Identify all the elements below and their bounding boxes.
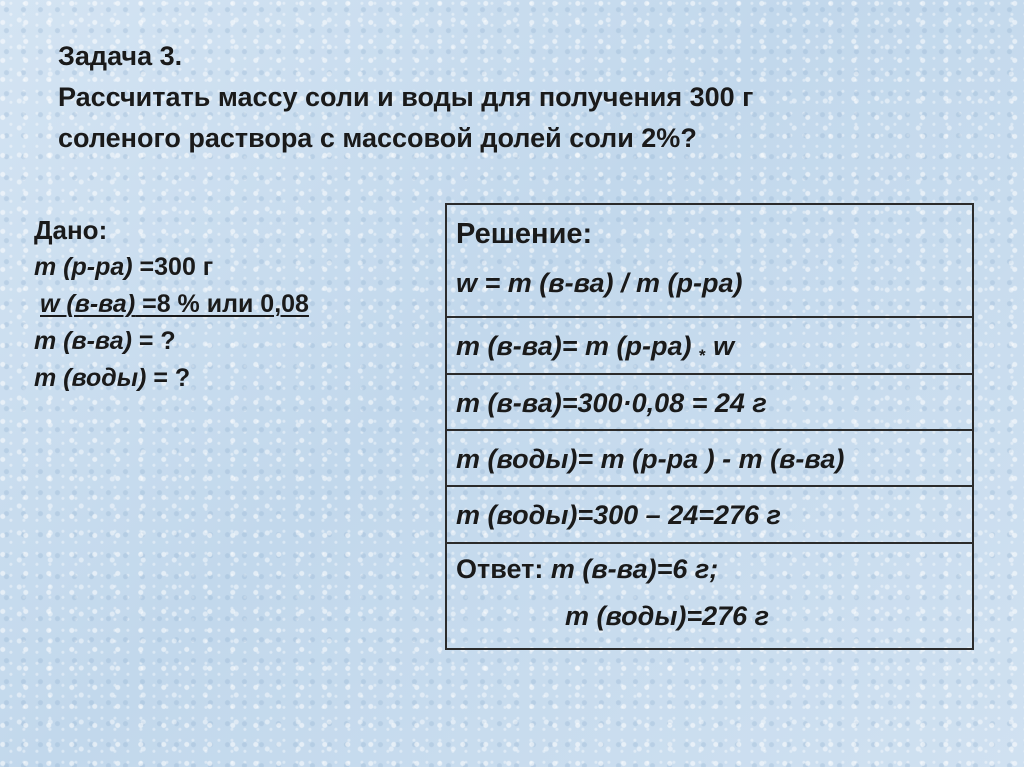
given-water-mass-value: = ? xyxy=(146,364,191,392)
given-water-mass-var: m (воды) xyxy=(34,364,147,392)
answer-line-1 xyxy=(456,554,718,585)
multiply-sign: * xyxy=(699,346,706,365)
task-number: Задача 3. xyxy=(58,41,183,71)
given-section xyxy=(34,212,394,397)
answer-water-mass: m (воды)=276 г xyxy=(565,601,770,631)
solution-row-step-3 xyxy=(447,431,972,487)
solution-row-answer xyxy=(447,544,972,648)
solution-row-step-2 xyxy=(447,375,972,431)
solution-row-formula xyxy=(447,205,972,318)
step-4-text: m (воды)=300 – 24=276 г xyxy=(456,500,781,530)
task-text-line-1: Рассчитать массу соли и воды для получения 300 г xyxy=(58,82,754,112)
solution-row-step-4 xyxy=(447,487,972,544)
step-1-left: m (в-ва)= m (р-ра) xyxy=(456,331,700,361)
step-1-right: w xyxy=(705,331,735,361)
given-mass-fraction xyxy=(34,286,394,323)
step-2-text: m (в-ва)=300·0,08 = 24 г xyxy=(456,388,767,418)
step-3-text: m (воды)= m (р-ра ) - m (в-ва) xyxy=(456,444,845,474)
answer-label: Ответ: xyxy=(456,554,544,584)
given-solution-mass-value: =300 г xyxy=(132,253,214,281)
solution-heading: Решение: xyxy=(456,218,593,250)
task-text-line-2: соленого раствора с массовой долей соли 2%? xyxy=(58,123,697,153)
given-mass-fraction-var: w (в-ва) xyxy=(40,290,136,318)
given-heading: Дано: xyxy=(34,215,108,245)
given-mass-fraction-value: =8 % или 0,08 xyxy=(135,290,309,318)
given-substance-mass xyxy=(34,323,394,360)
given-solution-mass-var: m (р-ра) xyxy=(34,253,133,281)
given-substance-mass-var: m (в-ва) xyxy=(34,327,132,355)
answer-substance-mass: m (в-ва)=6 г; xyxy=(543,554,719,584)
given-substance-mass-value: = ? xyxy=(131,327,176,355)
solution-table xyxy=(445,203,974,650)
solution-row-step-1 xyxy=(447,318,972,375)
task-statement xyxy=(58,36,958,159)
given-water-mass xyxy=(34,360,394,397)
given-solution-mass xyxy=(34,249,394,286)
mass-fraction-formula: w = m (в-ва) / m (р-ра) xyxy=(456,268,743,298)
